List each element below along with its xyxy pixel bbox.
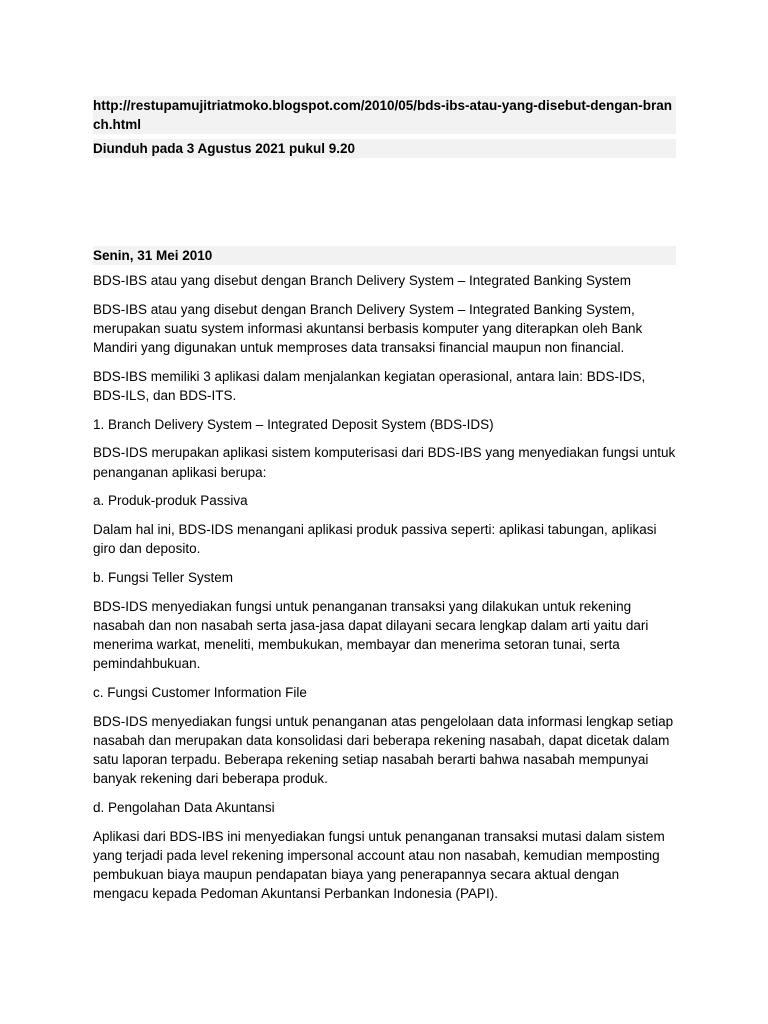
subsection-heading: b. Fungsi Teller System [93, 569, 234, 585]
section-heading: 1. Branch Delivery System – Integrated Deposit System (BDS-IDS) [93, 416, 494, 432]
post-date: Senin, 31 Mei 2010 [93, 246, 676, 265]
paragraph: Aplikasi dari BDS-IBS ini menyediakan fungsi untuk penanganan transaksi mutasi dalam sistem yang terjadi pada level rekening impersonal account atau non nasabah, kemudian memposting pembukuan biaya maupun pendapatan biaya yang penerapannya secara aktual dengan mengacu kepada Pedoman Akuntansi Perbankan Indonesia (PAPI). [93, 828, 665, 902]
subsection-heading: a. Produk-produk Passiva [93, 493, 248, 509]
post-title-paragraph: BDS-IBS atau yang disebut dengan Branch Delivery System – Integrated Banking System [93, 273, 632, 288]
paragraph: BDS-IDS menyediakan fungsi untuk penanganan atas pengelolaan data informasi lengkap setiap nasabah dan merupakan data konsolidasi dari beberapa rekening nasabah, dapat dicetak dalam satu laporan terpadu. Beberapa rekening setiap nasabah berarti bahwa nasabah mempunyai banyak rekening dari beberapa produk. [93, 713, 674, 787]
paragraph: BDS-IDS menyediakan fungsi untuk penanganan transaksi yang dilakukan untuk rekening nasabah dan non nasabah serta jasa-jasa dapat dilayani secara lengkap dalam arti yaitu dari menerima warkat, meneliti, membukukan, membayar dan menerima setoran tunai, serta pemindahbukuan. [93, 598, 649, 672]
document-page [93, 96, 676, 903]
subsection-heading: c. Fungsi Customer Information File [93, 684, 307, 700]
subsection-heading: d. Pengolahan Data Akuntansi [93, 799, 275, 815]
source-url[interactable]: http://restupamujitriatmoko.blogspot.com/2010/05/bds-ibs-atau-yang-disebut-dengan-branch.html [93, 96, 676, 134]
paragraph: Dalam hal ini, BDS-IDS menangani aplikasi produk passiva seperti: aplikasi tabungan, aplikasi giro dan deposito. [93, 522, 657, 557]
download-date: Diunduh pada 3 Agustus 2021 pukul 9.20 [93, 139, 676, 158]
paragraph: BDS-IBS memiliki 3 aplikasi dalam menjalankan kegiatan operasional, antara lain: BDS-IDS, BDS-ILS, dan BDS-ITS. [93, 368, 646, 404]
paragraph: BDS-IDS merupakan aplikasi sistem komputerisasi dari BDS-IBS yang menyediakan fungsi untuk penanganan aplikasi berupa: [93, 445, 676, 480]
paragraph: BDS-IBS atau yang disebut dengan Branch Delivery System – Integrated Banking System, merupakan suatu system informasi akuntansi berbasis komputer yang diterapkan oleh Bank Mandiri yang digunakan untuk memproses data transaksi financial maupun non financial. [93, 301, 643, 356]
